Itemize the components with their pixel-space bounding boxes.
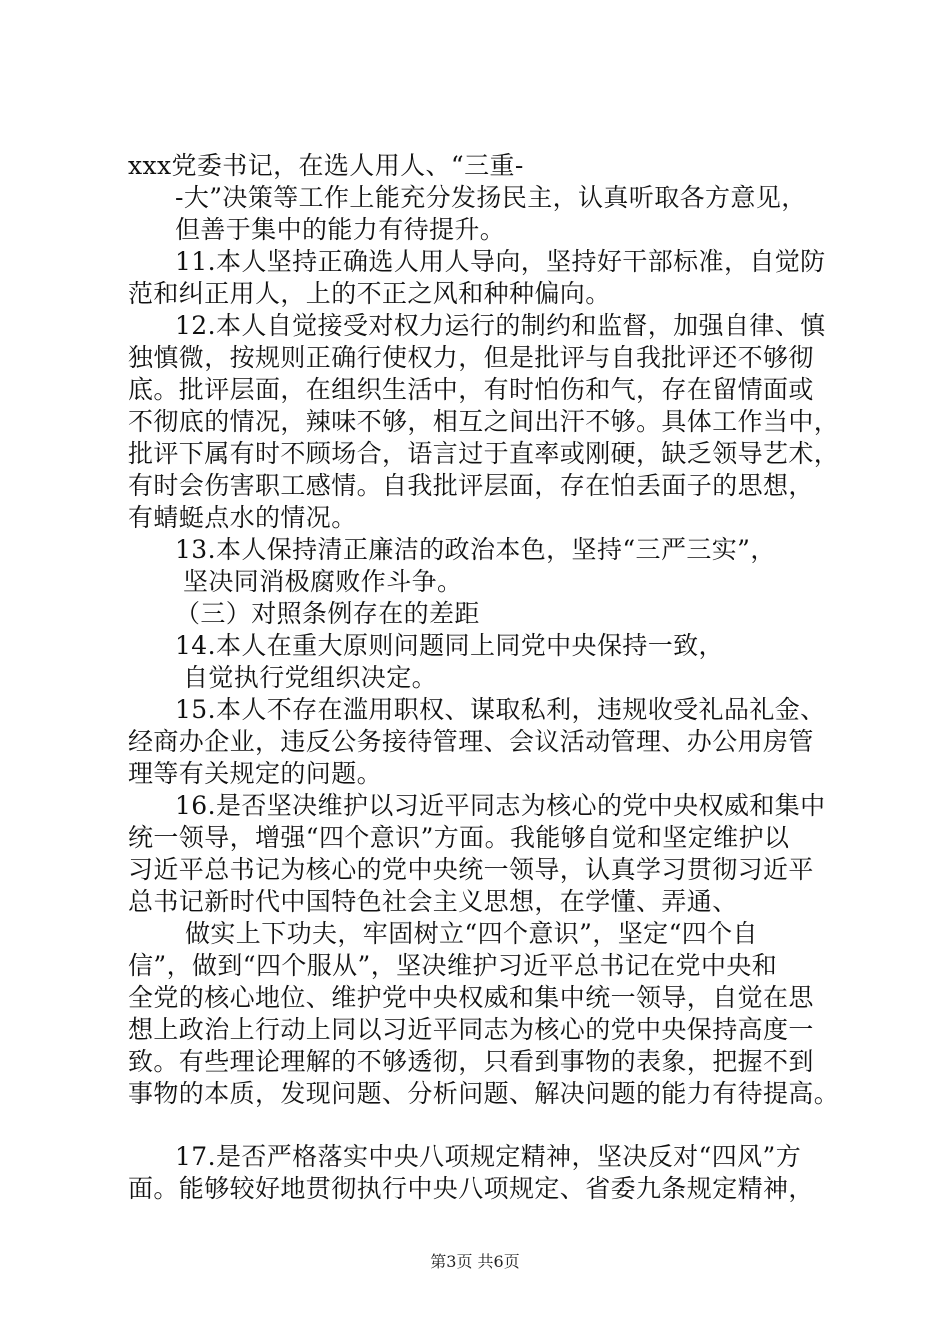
section-heading: （三）对照条例存在的差距 — [175, 599, 480, 628]
page-number-label: 第3页 共6页 — [430, 1252, 520, 1271]
page-footer — [0, 1249, 950, 1272]
text-line: 做实上下功夫，牢固树立“四个意识”，坚定“四个自 — [185, 919, 758, 948]
text-line: 有蜻蜓点水的情况。 — [128, 503, 357, 532]
paragraph-15-start: 15.本人不存在滥用职权、谋取私利，违规收受礼品礼金、 — [175, 695, 826, 724]
text-line: 想上政治上行动上同以习近平同志为核心的党中央保持高度一 — [128, 1015, 814, 1044]
paragraph-13-start: 13.本人保持清正廉洁的政治本色，坚持“三严三实”， — [175, 535, 776, 564]
text-line: 范和纠正用人，上的不正之风和种种偏向。 — [128, 279, 611, 308]
paragraph-11-start: 11.本人坚持正确选人用人导向，坚持好干部标准，自觉防 — [175, 247, 826, 276]
text-line: 事物的本质，发现问题、分析问题、解决问题的能力有待提高。 — [128, 1079, 840, 1108]
text-line: 独慎微，按规则正确行使权力，但是批评与自我批评还不够彻 — [128, 343, 814, 372]
paragraph-17-start: 17.是否严格落实中央八项规定精神，坚决反对“四风”方 — [175, 1142, 802, 1171]
text-line: 有时会伤害职工感情。自我批评层面，存在怕丢面子的思想， — [128, 471, 814, 500]
text-line: 自觉执行党组织决定。 — [183, 663, 438, 692]
paragraph-12-start: 12.本人自觉接受对权力运行的制约和监督，加强自律、慎 — [175, 311, 826, 340]
document-body — [128, 150, 840, 1205]
paragraph-14-start: 14.本人在重大原则问题同上同党中央保持一致， — [175, 631, 724, 660]
text-line: 习近平总书记为核心的党中央统一领导，认真学习贯彻习近平 — [128, 855, 814, 884]
text-line: 统一领导，增强“四个意识”方面。我能够自觉和坚定维护以 — [128, 823, 790, 852]
text-line: -大”决策等工作上能充分发扬民主，认真听取各方意见， — [175, 183, 807, 212]
text-line: 面。能够较好地贯彻执行中央八项规定、省委九条规定精神， — [128, 1174, 814, 1203]
text-line: 批评下属有时不顾场合，语言过于直率或刚硬，缺乏领导艺术， — [128, 439, 840, 468]
text-line: 坚决同消极腐败作斗争。 — [183, 567, 463, 596]
text-line: 全党的核心地位、维护党中央权威和集中统一领导，自觉在思 — [128, 983, 814, 1012]
paragraph-gap — [128, 1110, 836, 1141]
text-line: 致。有些理论理解的不够透彻，只看到事物的表象，把握不到 — [128, 1047, 814, 1076]
text-line: 理等有关规定的问题。 — [128, 759, 383, 788]
text-line: 总书记新时代中国特色社会主义思想，在学懂、弄通、 — [128, 887, 738, 916]
text-line: 信”，做到“四个服从”，坚决维护习近平总书记在党中央和 — [128, 951, 778, 980]
text-line: xxx党委书记，在选人用人、“三重- — [128, 151, 524, 180]
text-line: 经商办企业，违反公务接待管理、会议活动管理、办公用房管 — [128, 727, 814, 756]
text-line: 不彻底的情况，辣味不够，相互之间出汗不够。具体工作当中， — [128, 407, 840, 436]
text-line: 但善于集中的能力有待提升。 — [175, 215, 506, 244]
paragraph-16-start: 16.是否坚决维护以习近平同志为核心的党中央权威和集中 — [175, 791, 826, 820]
text-line: 底。批评层面，在组织生活中，有时怕伤和气，存在留情面或 — [128, 375, 814, 404]
